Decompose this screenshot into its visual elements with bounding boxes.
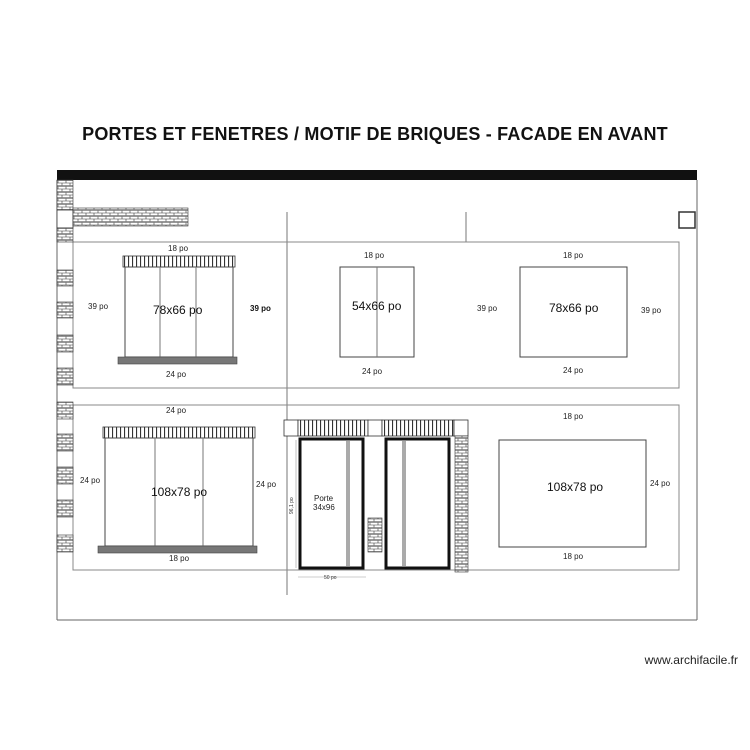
window-2-bottom-dim: 24 po (362, 367, 383, 376)
window-4-size: 108x78 po (151, 485, 208, 499)
door-right (386, 439, 449, 568)
window-1-top-dim: 18 po (168, 244, 189, 253)
window-3-left-dim: 39 po (477, 304, 498, 313)
window-5-bottom-dim: 18 po (563, 552, 584, 561)
door-height-dim: 96,1 po (289, 497, 295, 514)
door-group (284, 420, 468, 581)
window-5 (499, 412, 671, 561)
credit-text: www.archifacile.fr (644, 653, 738, 667)
window-4-bottom-dim: 18 po (169, 554, 190, 563)
window-3-right-dim: 39 po (641, 306, 662, 315)
window-4 (80, 406, 277, 563)
window-3 (477, 251, 662, 375)
window-2-top-dim: 18 po (364, 251, 385, 260)
page-title: PORTES ET FENETRES / MOTIF DE BRIQUES - FACADE EN AVANT (82, 124, 668, 144)
window-1-bottom-dim: 24 po (166, 370, 187, 379)
window-5-top-dim: 18 po (563, 412, 584, 421)
window-5-size: 108x78 po (547, 480, 604, 494)
door-width-dim: 50 po (324, 575, 337, 581)
window-3-size: 78x66 po (549, 301, 599, 315)
window-1-right-dim: 39 po (250, 304, 271, 313)
window-3-top-dim: 18 po (563, 251, 584, 260)
window-4-top-dim: 24 po (166, 406, 187, 415)
door-size: 34x96 (313, 503, 335, 512)
door-label: Porte (314, 494, 334, 503)
window-2 (340, 251, 414, 376)
window-2-size: 54x66 po (352, 299, 402, 313)
window-4-right-dim: 24 po (256, 480, 277, 489)
window-4-left-dim: 24 po (80, 476, 101, 485)
window-1-left-dim: 39 po (88, 302, 109, 311)
window-1-size: 78x66 po (153, 303, 203, 317)
window-1 (88, 244, 271, 379)
window-5-right-dim: 24 po (650, 479, 671, 488)
window-3-bottom-dim: 24 po (563, 366, 584, 375)
